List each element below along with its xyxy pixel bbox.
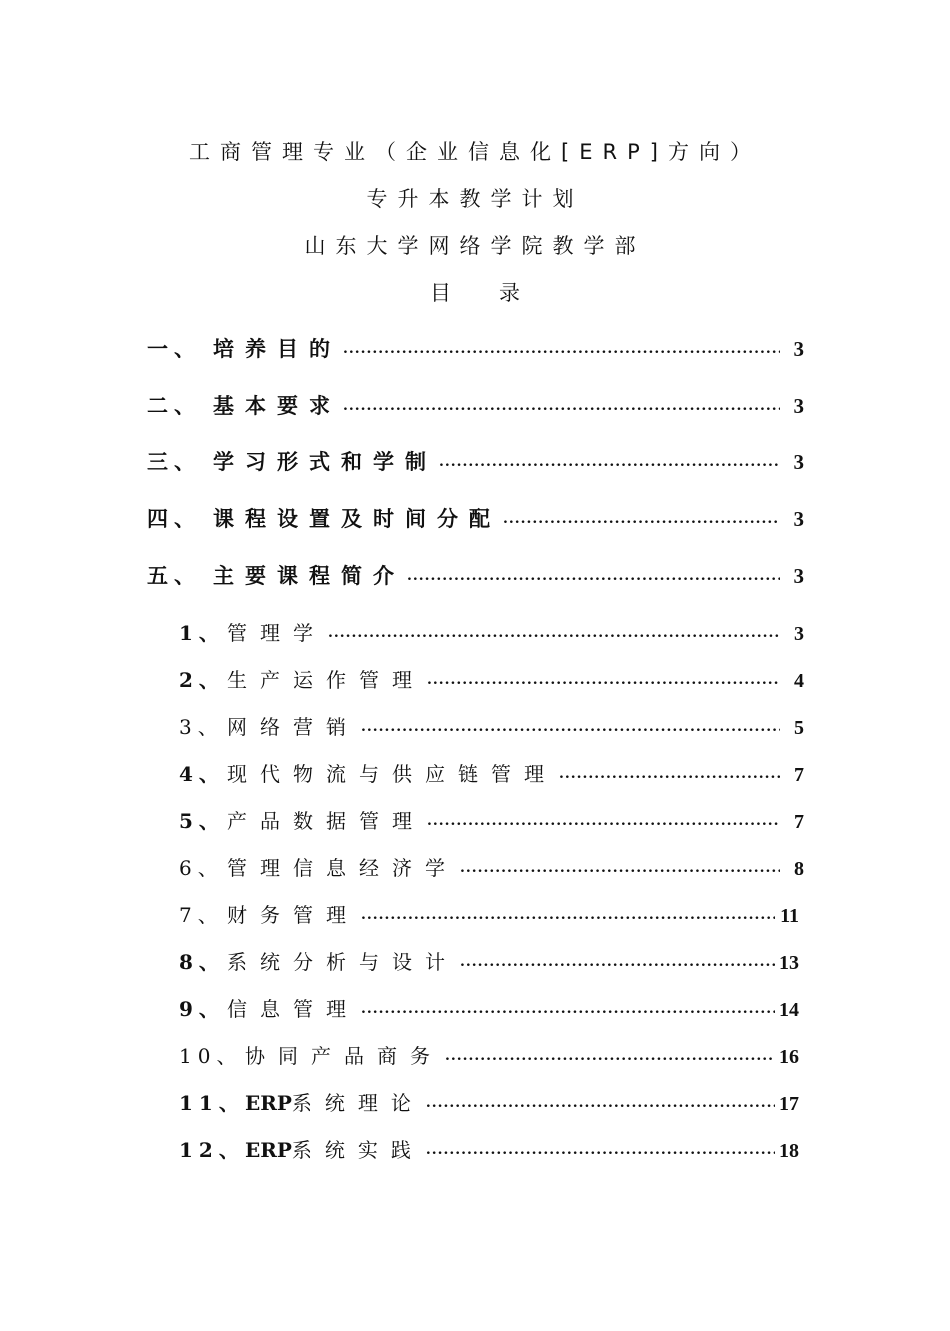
toc-subentry-label: 系统分析与设计 — [227, 950, 458, 974]
document-subtitle: 专升本教学计划 — [366, 187, 584, 211]
toc-entry-page: 3 — [793, 394, 804, 418]
toc-subentry[interactable] — [179, 758, 804, 787]
toc-entry-page: 3 — [793, 564, 804, 588]
toc-subentry-number: 6、 — [179, 856, 224, 880]
toc-leader-dots — [503, 511, 780, 527]
toc-leader-dots — [427, 672, 780, 688]
toc-subentry-page: 14 — [779, 999, 799, 1021]
toc-subentry-number: 12、 — [179, 1138, 245, 1162]
toc-leader-dots — [460, 954, 775, 970]
toc-entry-label: 基本要求 — [213, 393, 341, 418]
toc-subentry-page: 11 — [780, 905, 799, 927]
toc-entry[interactable] — [147, 390, 804, 420]
toc-entry-label: 课程设置及时间分配 — [213, 506, 501, 531]
toc-entry[interactable] — [147, 446, 804, 476]
toc-subentry-number: 1、 — [179, 621, 225, 645]
document-department: 山东大学网络学院教学部 — [304, 234, 646, 258]
toc-subentry[interactable] — [179, 1040, 799, 1069]
toc-leader-dots — [426, 1095, 775, 1111]
toc-subentry-number: 8、 — [179, 950, 225, 974]
toc-subentry-page: 3 — [794, 623, 804, 645]
toc-entry-page: 3 — [793, 450, 804, 474]
toc-leader-dots — [361, 907, 775, 923]
toc-leader-dots — [445, 1048, 775, 1064]
toc-subentry-page: 17 — [779, 1093, 799, 1115]
toc-subentry-label-text: 系统实践 — [291, 1138, 424, 1162]
toc-subentry[interactable] — [179, 805, 804, 834]
toc-subentry-number: 4、 — [179, 762, 225, 786]
toc-subentry-number: 2、 — [179, 668, 225, 692]
toc-entry-number: 五、 — [147, 563, 201, 588]
toc-entry-number: 三、 — [147, 449, 201, 474]
toc-leader-dots — [559, 766, 780, 782]
toc-subentry-number: 10、 — [179, 1044, 243, 1068]
toc-leader-dots — [407, 568, 780, 584]
toc-subentry[interactable] — [179, 1087, 799, 1116]
document-title: 工商管理专业（企业信息化[ERP]方向） — [189, 140, 761, 164]
toc-subentry-number: 11、 — [179, 1091, 245, 1115]
toc-subentry-label: 信息管理 — [227, 997, 359, 1021]
toc-leader-dots — [361, 1001, 775, 1017]
toc-subentry[interactable] — [179, 946, 799, 975]
toc-subentry-label-text: 系统理论 — [291, 1091, 424, 1115]
toc-subentry[interactable] — [179, 664, 804, 693]
toc-leader-dots — [343, 398, 780, 414]
toc-subentry-label — [245, 1087, 424, 1116]
toc-entry-label: 主要课程简介 — [213, 563, 405, 588]
toc-leader-dots — [439, 454, 780, 470]
toc-subentry-page: 7 — [794, 811, 804, 833]
toc-subentry-label — [245, 1134, 424, 1163]
toc-subentry-number: 5、 — [179, 809, 225, 833]
toc-subentry-page: 8 — [794, 858, 804, 880]
toc-leader-dots — [427, 813, 780, 829]
toc-entry-number: 二、 — [147, 393, 201, 418]
toc-subentry-label: 管理学 — [227, 621, 326, 645]
toc-subentry-label-prefix: ERP — [245, 1091, 292, 1115]
toc-entry[interactable] — [147, 560, 804, 590]
toc-leader-dots — [426, 1142, 775, 1158]
toc-subentry-page: 13 — [779, 952, 799, 974]
toc-subentry-label: 生产运作管理 — [227, 668, 425, 692]
toc-subentry[interactable] — [179, 852, 804, 881]
toc-subentry-label: 网络营销 — [227, 715, 359, 739]
toc-subentry[interactable] — [179, 711, 804, 740]
toc-subentry-page: 4 — [794, 670, 804, 692]
toc-subentry-number: 9、 — [179, 997, 225, 1021]
toc-subentry-page: 18 — [779, 1140, 799, 1162]
toc-leader-dots — [343, 341, 780, 357]
toc-leader-dots — [460, 860, 780, 876]
toc-entry-label: 培养目的 — [213, 336, 341, 361]
toc-subentry[interactable] — [179, 617, 804, 646]
toc-subentry-label: 协同产品商务 — [245, 1044, 443, 1068]
toc-entry[interactable] — [147, 503, 804, 533]
toc-entry-number: 一、 — [147, 336, 201, 361]
toc-subentry-number: 7、 — [179, 903, 224, 927]
toc-subentry-page: 7 — [794, 764, 804, 786]
toc-subentry-page: 5 — [794, 717, 804, 739]
toc-heading: 目录 — [430, 281, 568, 305]
toc-leader-dots — [328, 625, 780, 641]
toc-subentry-number: 3、 — [179, 715, 224, 739]
toc-subentry[interactable] — [179, 993, 799, 1022]
toc-subentry-label: 产品数据管理 — [227, 809, 425, 833]
toc-subentry[interactable] — [179, 1134, 799, 1163]
toc-subentry-page: 16 — [779, 1046, 799, 1068]
toc-entry[interactable] — [147, 333, 804, 363]
toc-subentry-label: 现代物流与供应链管理 — [227, 762, 557, 786]
toc-entry-label: 学习形式和学制 — [213, 449, 437, 474]
toc-subentry-label-prefix: ERP — [245, 1138, 292, 1162]
toc-leader-dots — [361, 719, 780, 735]
toc-subentry-label: 财务管理 — [227, 903, 359, 927]
toc-subentry-label: 管理信息经济学 — [227, 856, 458, 880]
toc-subentry[interactable] — [179, 899, 799, 928]
toc-entry-page: 3 — [793, 507, 804, 531]
toc-entry-number: 四、 — [147, 506, 201, 531]
toc-entry-page: 3 — [793, 337, 804, 361]
